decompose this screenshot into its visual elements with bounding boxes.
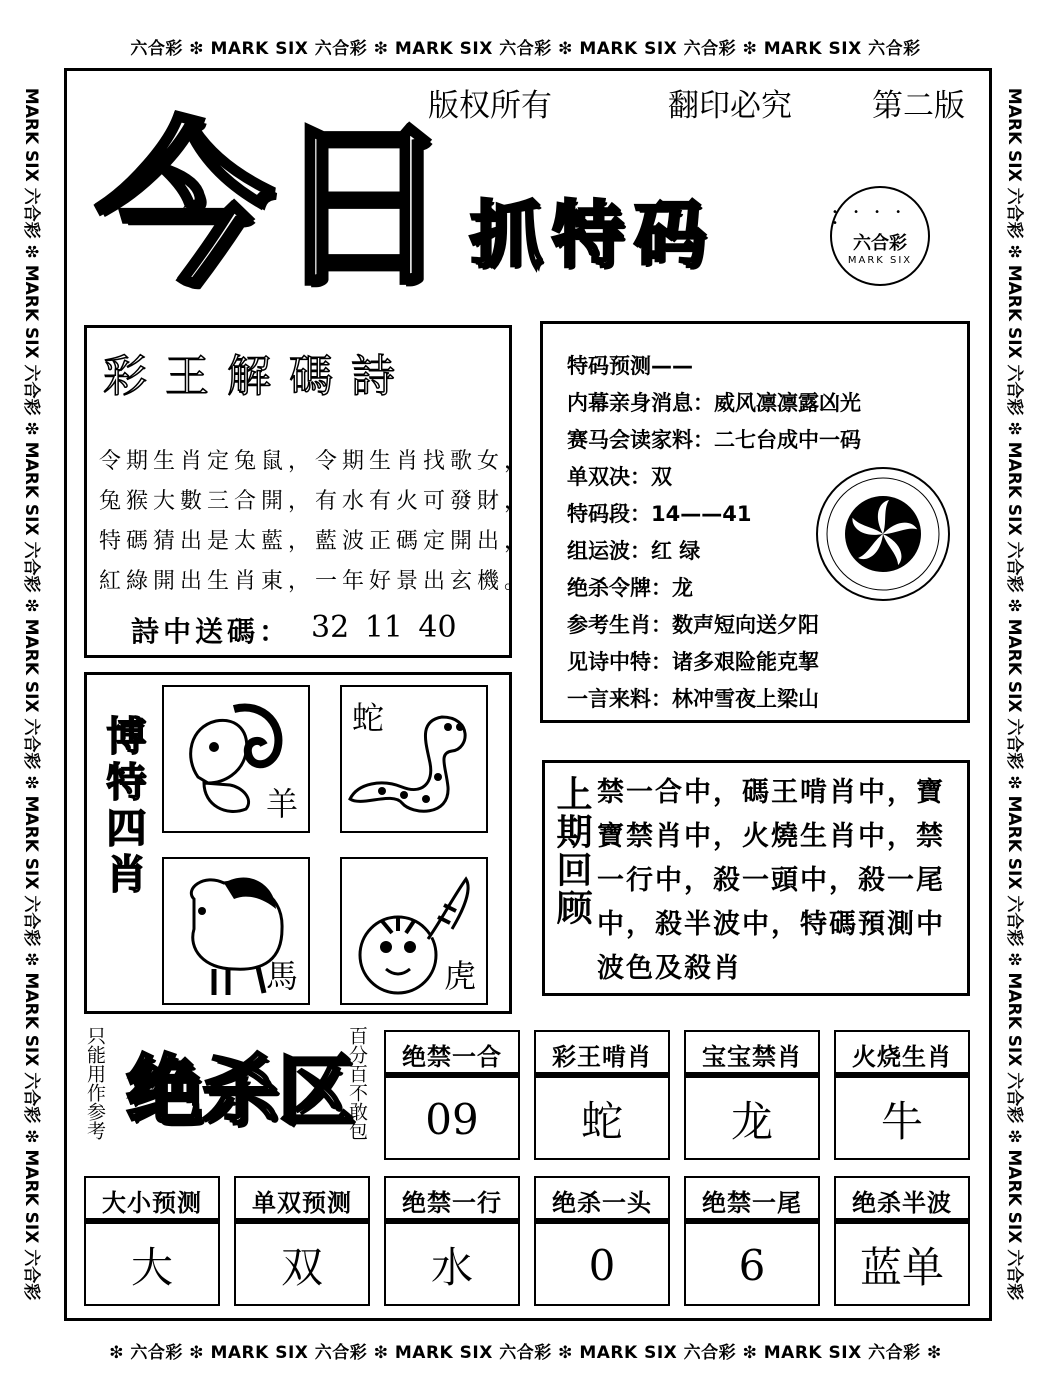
prediction-box: [540, 321, 970, 723]
kill-card-value: 水: [430, 1243, 473, 1292]
kill-card: [534, 1030, 670, 1160]
kill-card-title: 绝杀一头: [536, 1178, 668, 1224]
kill-card: [834, 1030, 970, 1160]
kill-card-title: 火烧生肖: [836, 1032, 968, 1078]
prediction-line: 组运波：红 绿: [567, 539, 701, 563]
no-reprint-label: 翻印必究: [668, 88, 792, 124]
last-review-heading: 上期回顾: [551, 775, 593, 927]
prediction-line: 特码预测——: [567, 354, 693, 378]
logo-english: MARK SIX: [847, 254, 913, 266]
sub-title-text: 抓特码: [470, 192, 717, 277]
kill-card-title: 单双预测: [236, 1178, 368, 1224]
last-review-text: 禁一合中，碼王啃肖中，寶寶禁肖中，火燒生肖中，禁一行中，殺一頭中，殺一尾中，殺半波中，特碼預測中波色及殺肖: [597, 777, 945, 984]
left-border-strip: [14, 0, 54, 1388]
poem-line: 令期生肖定兔鼠，令期生肖找歌女，: [99, 449, 532, 474]
kill-card-title: 绝禁一合: [386, 1032, 518, 1078]
kill-card-title: 彩王啃肖: [536, 1032, 668, 1078]
right-border-text: MARK SIX 六合彩 ❇ MARK SIX 六合彩 ❇ MARK SIX 六合彩 ❇ MARK SIX 六合彩 ❇ MARK SIX 六合彩 ❇ MARK SIX 六合彩 ❇ MARK SIX 六合彩: [1004, 87, 1025, 1301]
zodiac-cell-horse: [162, 857, 310, 1005]
kill-zone-left-note: 只能用作参考: [84, 1026, 106, 1140]
kill-card-value: 龙: [730, 1097, 773, 1146]
kill-card: [834, 1176, 970, 1306]
kill-card: [534, 1176, 670, 1306]
prediction-line: 参考生肖：数声短向送夕阳: [567, 613, 819, 637]
kill-card-value: 0: [588, 1240, 616, 1290]
four-zodiac-heading: 博特四肖: [100, 715, 147, 899]
copyright-label: 版权所有: [428, 88, 552, 124]
kill-card-title: 绝禁一行: [386, 1178, 518, 1224]
animal-name: 蛇: [352, 699, 385, 737]
poem-heading: 彩王解碼詩: [103, 351, 413, 402]
kill-zone-right-note: 百分百不敢包: [346, 1026, 368, 1140]
kill-card: [384, 1176, 520, 1306]
bottom-border-strip: ❇ 六合彩 ❇ MARK SIX 六合彩 ❇ MARK SIX 六合彩 ❇ MARK SIX 六合彩 ❇ MARK SIX 六合彩 ❇: [109, 1342, 942, 1363]
kill-zone-title: 绝杀区: [126, 1046, 354, 1135]
prediction-line: 绝杀令牌：龙: [567, 576, 693, 600]
zodiac-cell-snake: [340, 685, 488, 833]
kill-card-title: 绝禁一尾: [686, 1178, 818, 1224]
kill-card: [684, 1030, 820, 1160]
kill-card-title: 绝杀半波: [836, 1178, 968, 1224]
zodiac-cell-sheep: [162, 685, 310, 833]
poem-lines: [99, 442, 531, 602]
animal-name: 馬: [265, 957, 298, 995]
kill-card: [384, 1030, 520, 1160]
right-border-strip: [997, 0, 1037, 1388]
poem-line: 紅綠開出生肖東，一年好景出玄機。: [99, 569, 532, 594]
kill-card-value: 双: [280, 1243, 323, 1292]
sub-title: [470, 190, 716, 280]
kill-card-title: 宝宝禁肖: [686, 1032, 818, 1078]
edition-label: 第二版: [872, 88, 965, 124]
prediction-line: 赛马会读家料：二七台成中一码: [567, 428, 861, 452]
kill-card-value: 蛇: [580, 1097, 623, 1146]
kill-card: [84, 1176, 220, 1306]
kill-card-value: 牛: [880, 1097, 923, 1146]
animal-name: 虎: [443, 957, 476, 995]
poem-line: 兔猴大數三合開，有水有火可發財，: [99, 489, 532, 514]
logo-chinese: 六合彩: [853, 232, 907, 254]
poem-line: 特碼猜出是太藍，藍波正碼定開出，: [99, 529, 532, 554]
kill-card: [684, 1176, 820, 1306]
bauhinia-emblem-icon: [813, 464, 953, 604]
prediction-line: 一言来料：林冲雪夜上梁山: [567, 687, 819, 711]
main-title: [96, 101, 452, 310]
prediction-line: 内幕亲身消息：威风凛凛露凶光: [567, 391, 861, 415]
kill-card-title: 大小预测: [86, 1178, 218, 1224]
prediction-line: 特码段：14——41: [567, 502, 752, 526]
kill-card-value: 大: [130, 1243, 173, 1292]
kill-card: [234, 1176, 370, 1306]
top-border-strip: 六合彩 ❇ MARK SIX 六合彩 ❇ MARK SIX 六合彩 ❇ MARK SIX 六合彩 ❇ MARK SIX 六合彩: [130, 38, 921, 59]
kill-card-value: 6: [738, 1240, 766, 1290]
kill-card-value: 蓝单: [859, 1243, 944, 1292]
zodiac-cell-tiger: [340, 857, 488, 1005]
poem-send-label: 詩中送碼：: [131, 615, 292, 648]
poem-box: [84, 325, 532, 658]
kill-card-value: 09: [425, 1094, 479, 1144]
poem-send-numbers: 32 11 40: [311, 610, 457, 645]
main-title-text: 今日: [96, 101, 452, 310]
animal-name: 羊: [265, 785, 298, 823]
mark-six-logo: • • • • • 六合彩 MARK SIX: [830, 186, 930, 286]
left-border-text: MARK SIX 六合彩 ❇ MARK SIX 六合彩 ❇ MARK SIX 六合彩 ❇ MARK SIX 六合彩 ❇ MARK SIX 六合彩 ❇ MARK SIX 六合彩 ❇ MARK SIX 六合彩: [21, 87, 42, 1301]
prediction-line: 单双决：双: [567, 465, 672, 489]
last-review-box: [542, 760, 970, 996]
prediction-line: 见诗中特：诸多艰险能克挈: [567, 650, 819, 674]
